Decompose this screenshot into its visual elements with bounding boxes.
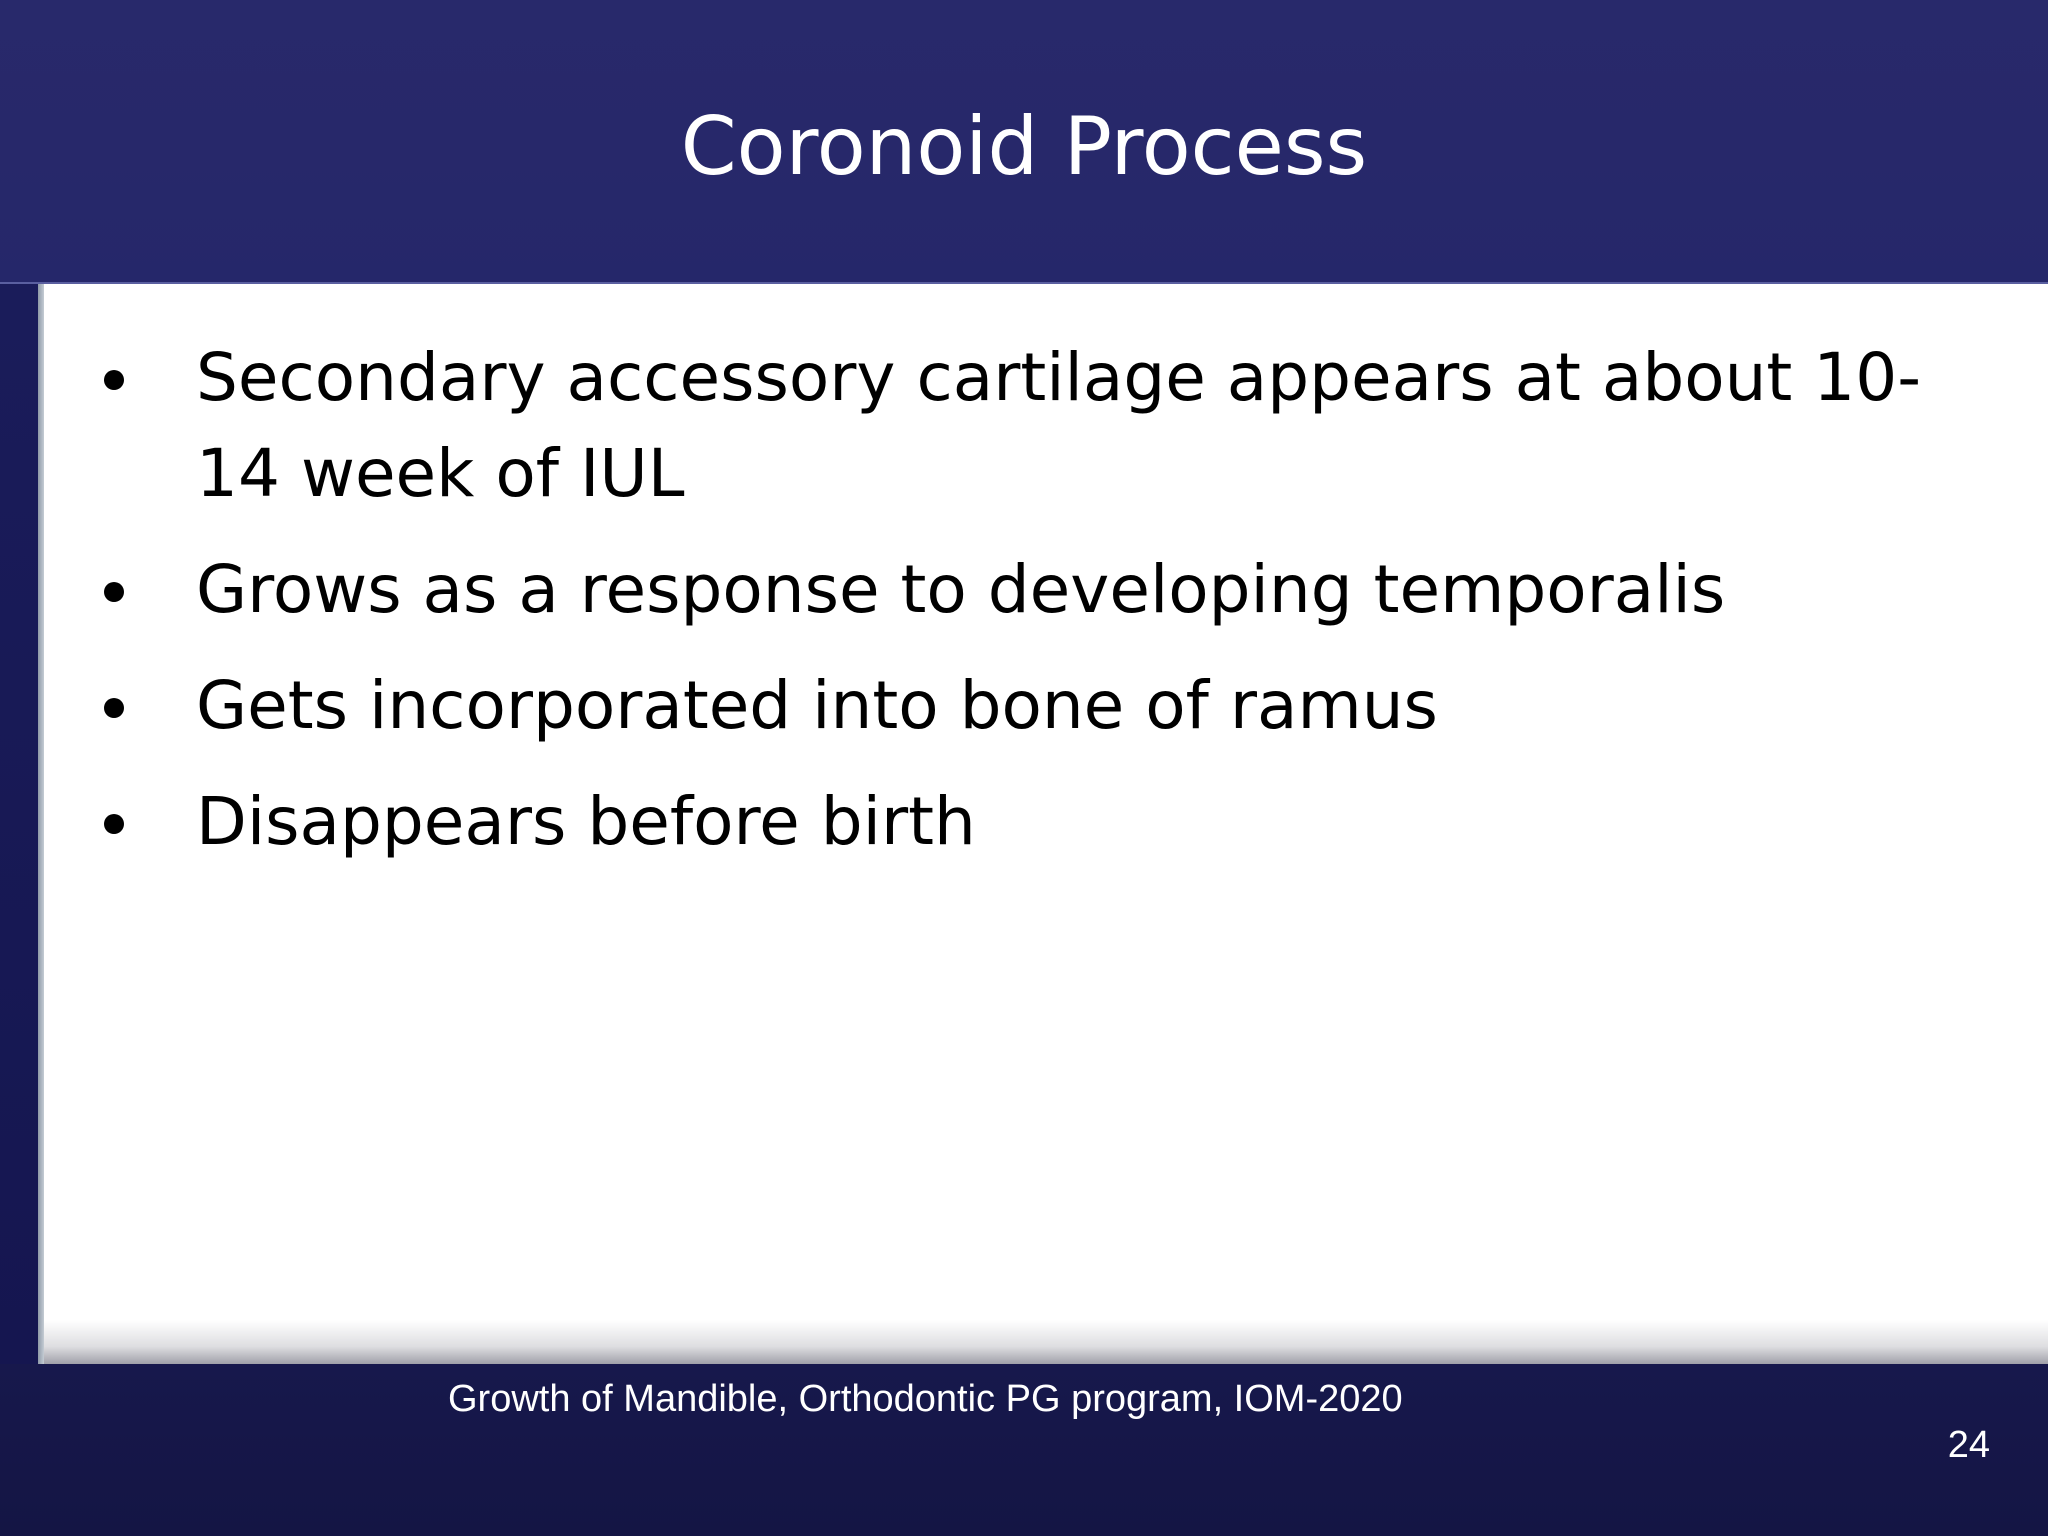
- bullet-item: [96, 542, 2006, 638]
- slide-header: [0, 0, 2048, 284]
- bullet-icon: [104, 698, 124, 718]
- footer-shadow: [44, 1320, 2048, 1364]
- bullet-text: Secondary accessory cartilage appears at about 10- 14 week of IUL: [196, 339, 1922, 512]
- bullet-icon: [104, 370, 124, 390]
- bullet-text: Disappears before birth: [196, 783, 976, 860]
- bullet-item: [96, 330, 2006, 522]
- slide-footer: [0, 1364, 2048, 1536]
- bullet-text: Gets incorporated into bone of ramus: [196, 667, 1438, 744]
- bullet-icon: [104, 814, 124, 834]
- bullet-icon: [104, 582, 124, 602]
- slide-content: [96, 330, 2006, 890]
- page-number: 24: [1947, 1424, 1990, 1466]
- footer-text: Growth of Mandible, Orthodontic PG program, IOM-2020: [448, 1378, 1403, 1420]
- bullet-item: [96, 774, 2006, 870]
- left-accent-bar: [0, 284, 38, 1364]
- bullet-text: Grows as a response to developing temporalis: [196, 551, 1726, 628]
- left-accent-bar-edge: [38, 284, 44, 1364]
- bullet-list: [96, 330, 2006, 870]
- bullet-item: [96, 658, 2006, 754]
- slide-title: Coronoid Process: [680, 100, 1368, 193]
